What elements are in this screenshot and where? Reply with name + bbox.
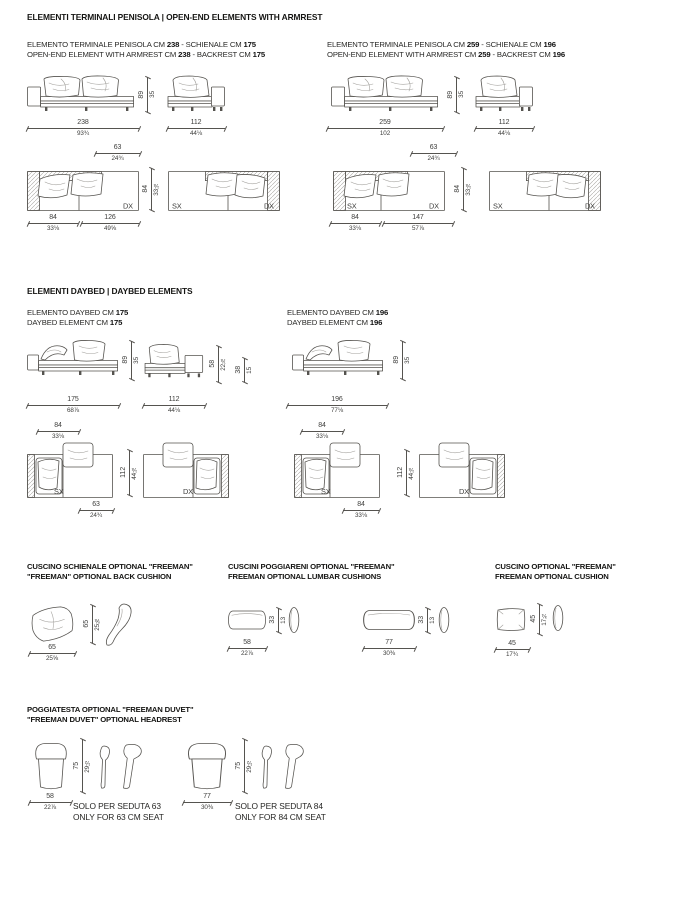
- dimension-line: [228, 648, 266, 649]
- height-dimension: 89 35: [447, 77, 465, 112]
- depth-dimension: 112 44⅛: [167, 119, 225, 137]
- seat-width-dimension: 63 24¾: [411, 144, 456, 162]
- dimension-line: [287, 405, 387, 406]
- headrest-profile-thin-drawing: [258, 744, 274, 791]
- width-dimension: 259 102: [327, 119, 443, 137]
- dimension-line: [402, 341, 403, 379]
- cushion-height-dimension: 65 25⅝: [83, 605, 101, 643]
- daybed-175-block: [27, 300, 283, 562]
- headrest-height-dimension: 75 29½: [235, 739, 253, 792]
- daybed-plan-mirrored-drawing: [143, 442, 229, 498]
- plan-orientation-label: DX: [183, 487, 193, 496]
- dimension-line: [82, 739, 83, 792]
- section-header-open-end: ELEMENTI TERMINALI PENISOLA | OPEN-END ELEMENTS WITH ARMREST: [27, 12, 323, 22]
- headrest-title: POGGIATESTA OPTIONAL "FREEMAN DUVET" "FREEMAN DUVET" OPTIONAL HEADREST: [27, 705, 194, 725]
- sofa-front-drawing: [27, 74, 135, 114]
- dimension-line: [27, 128, 139, 129]
- chaise-width-dimension: 84 33⅛: [301, 422, 343, 440]
- plan-bottom-dimension: 84 33⅛: [330, 214, 380, 232]
- back-cushion-drawing: [27, 604, 79, 644]
- dimension-line: [29, 802, 71, 803]
- daybed-plan-drawing: [27, 442, 113, 498]
- dimension-line: [143, 405, 205, 406]
- dimension-line: [29, 653, 75, 654]
- daybed-side-drawing: [143, 342, 205, 382]
- dimension-line: [79, 510, 113, 511]
- plan-orientation-label: SX: [347, 201, 357, 211]
- element-title: ELEMENTO TERMINALE PENISOLA CM 259 - SCHIENALE CM 196 OPEN-END ELEMENT WITH ARMREST CM 259 - BACKREST CM 196: [327, 40, 565, 60]
- element-title: ELEMENTO DAYBED CM 175 DAYBED ELEMENT CM 175: [27, 308, 129, 328]
- plan-view-drawing: [327, 165, 451, 211]
- daybed-plan-drawing: [289, 442, 385, 498]
- plan-orientation-label: SX: [321, 487, 331, 496]
- headrest-profile-drawing: [279, 741, 307, 792]
- lumbar-profile-drawing: [438, 606, 450, 634]
- dimension-line: [301, 431, 343, 432]
- height-dimension: 89 35: [138, 77, 156, 112]
- headrest-front-drawing: [184, 741, 230, 791]
- dimension-line: [383, 223, 453, 224]
- dimension-line: [327, 128, 443, 129]
- width-dimension: 175 68⅞: [27, 396, 119, 414]
- headrest-block: [27, 703, 367, 833]
- back-cushion-profile-drawing: [103, 602, 137, 648]
- lumbar-cushion-drawing: [363, 608, 415, 632]
- plan-bottom-dimension: 147 57⅞: [383, 214, 453, 232]
- plan-orientation-label: DX: [429, 201, 439, 211]
- dimension-line: [131, 341, 132, 379]
- dimension-line: [539, 604, 540, 634]
- cushion-width-dimension: 58 22⅞: [228, 639, 266, 657]
- width-dimension: 196 77⅛: [287, 396, 387, 414]
- depth-dimension: 112 44⅛: [475, 119, 533, 137]
- dimension-line: [28, 223, 78, 224]
- plan-bottom-dimension: 63 24¾: [79, 501, 113, 519]
- dimension-line: [363, 648, 415, 649]
- dimension-line: [183, 802, 231, 803]
- dimension-line: [129, 450, 130, 495]
- plan-bottom-dimension: 84 33⅛: [343, 501, 379, 519]
- dimension-line: [456, 77, 457, 112]
- dimension-line: [330, 223, 380, 224]
- plan-depth-dimension: 84 33⅛: [142, 168, 160, 210]
- cushion-title: CUSCINO OPTIONAL "FREEMAN" FREEMAN OPTIONAL CUSHION: [495, 562, 616, 582]
- headrest-width-dimension: 77 30⅜: [183, 793, 231, 811]
- plan-view-mirrored-drawing: [167, 165, 281, 211]
- dimension-line: [218, 346, 219, 382]
- dimension-line: [427, 608, 428, 632]
- plan-orientation-label: DX: [585, 201, 595, 211]
- element-title: ELEMENTO DAYBED CM 196 DAYBED ELEMENT CM 196: [287, 308, 389, 328]
- square-cushion-block: [495, 560, 675, 670]
- height-dimension: 89 35: [393, 341, 411, 379]
- element-title: ELEMENTO TERMINALE PENISOLA CM 238 - SCHIENALE CM 175 OPEN-END ELEMENT WITH ARMREST CM 238 - BACKREST CM 175: [27, 40, 265, 60]
- plan-depth-dimension: 112 44⅛: [397, 450, 415, 495]
- dimension-line: [92, 605, 93, 643]
- plan-orientation-label: SX: [172, 201, 182, 211]
- armrest-height-dimension: 58 22⅞: [209, 346, 227, 382]
- cushion-profile-drawing: [552, 604, 564, 632]
- headrest-height-dimension: 75 29½: [73, 739, 91, 792]
- dimension-line: [37, 431, 79, 432]
- plan-depth-dimension: 84 33⅛: [454, 168, 472, 210]
- dimension-line: [27, 405, 119, 406]
- dimension-line: [411, 153, 456, 154]
- dimension-line: [81, 223, 139, 224]
- lumbar-profile-drawing: [288, 606, 300, 634]
- headrest-front-drawing: [32, 741, 70, 791]
- seat-compatibility-note: SOLO PER SEDUTA 63 ONLY FOR 63 CM SEAT: [73, 801, 164, 822]
- cushion-width-dimension: 77 30⅜: [363, 639, 415, 657]
- dimension-line: [475, 128, 533, 129]
- plan-bottom-dimension: 84 33⅛: [28, 214, 78, 232]
- seat-height-dimension: 38 15: [235, 358, 253, 382]
- cushion-title: CUSCINO SCHIENALE OPTIONAL "FREEMAN" "FREEMAN" OPTIONAL BACK CUSHION: [27, 562, 193, 582]
- open-end-259-block: [327, 40, 657, 300]
- square-cushion-drawing: [495, 606, 527, 633]
- dimension-line: [167, 128, 225, 129]
- lumbar-cushion-drawing: [228, 608, 266, 632]
- cushion-height-dimension: 33 13: [269, 608, 287, 632]
- open-end-238-block: [27, 40, 327, 300]
- cushion-width-dimension: 45 17¾: [495, 640, 529, 658]
- cushion-title: CUSCINI POGGIARENI OPTIONAL "FREEMAN" FREEMAN OPTIONAL LUMBAR CUSHIONS: [228, 562, 395, 582]
- sofa-side-drawing: [475, 74, 533, 114]
- width-dimension: 238 93¾: [27, 119, 139, 137]
- headrest-profile-drawing: [117, 741, 145, 792]
- daybed-plan-mirrored-drawing: [415, 442, 509, 498]
- dimension-line: [278, 608, 279, 632]
- dimension-line: [343, 510, 379, 511]
- plan-orientation-label: DX: [123, 201, 133, 211]
- back-cushion-block: [27, 560, 222, 670]
- plan-view-mirrored-drawing: [483, 165, 607, 211]
- plan-view-drawing: [27, 165, 139, 211]
- dimension-line: [151, 168, 152, 210]
- cushion-width-dimension: 65 25⅝: [29, 644, 75, 662]
- daybed-front-drawing: [287, 338, 389, 382]
- daybed-196-block: [287, 300, 527, 562]
- headrest-width-dimension: 58 22⅞: [29, 793, 71, 811]
- cushion-height-dimension: 33 13: [418, 608, 436, 632]
- dimension-line: [244, 358, 245, 382]
- dimension-line: [147, 77, 148, 112]
- seat-compatibility-note: SOLO PER SEDUTA 84 ONLY FOR 84 CM SEAT: [235, 801, 326, 822]
- plan-orientation-label: DX: [459, 487, 469, 496]
- chaise-width-dimension: 84 33⅛: [37, 422, 79, 440]
- plan-depth-dimension: 112 44⅛: [120, 450, 138, 495]
- headrest-profile-thin-drawing: [96, 744, 112, 791]
- plan-bottom-dimension: 126 49⅝: [81, 214, 139, 232]
- dimension-line: [244, 739, 245, 792]
- sofa-front-drawing: [327, 74, 443, 114]
- plan-orientation-label: SX: [493, 201, 503, 211]
- cushion-height-dimension: 45 17¾: [530, 604, 548, 634]
- seat-width-dimension: 63 24¾: [95, 144, 140, 162]
- dimension-line: [463, 168, 464, 210]
- plan-orientation-label: SX: [54, 487, 64, 496]
- dimension-line: [95, 153, 140, 154]
- daybed-front-drawing: [27, 338, 119, 382]
- section-header-daybed: ELEMENTI DAYBED | DAYBED ELEMENTS: [27, 286, 193, 296]
- height-dimension: 89 35: [122, 341, 140, 379]
- dimension-line: [406, 450, 407, 495]
- lumbar-cushions-block: [228, 560, 468, 670]
- sofa-side-drawing: [167, 74, 225, 114]
- dimension-line: [495, 649, 529, 650]
- plan-orientation-label: DX: [264, 201, 274, 211]
- depth-dimension: 112 44⅛: [143, 396, 205, 414]
